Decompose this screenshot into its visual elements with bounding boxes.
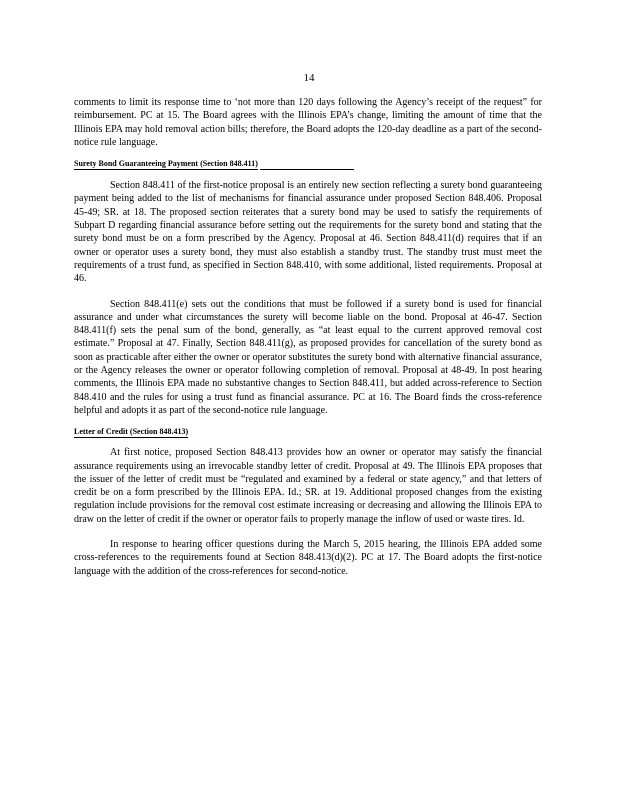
- page-number: 14: [303, 72, 315, 84]
- section-heading-surety-bond: [74, 158, 542, 170]
- heading-text: Letter of Credit (Section 848.413): [74, 427, 189, 437]
- paragraph-surety-bond-conditions: Section 848.411(e) sets out the conditions that must be followed if a surety bond is used for financial assurance and under what circumstances the surety will become liable on the bond. Proposal at 46-47. Section 848.411(f) sets the penal sum of the bond, generally, as “at least equal to the current approved removal cost estimate.” Proposal at 47. Finally, Section 848.411(g), as proposed provides for cancellation of the surety bond as soon as practicable after either the owner or operator substitutes the surety bond with alternative financial assurance, or the Agency releases the owner or operator following completion of removal. Proposal at 48-49. In post hearing comments, the Illinois EPA made no substantive changes to Section 848.411, but added across-reference to Section 848.410 and the rules for using a trust fund as financial assurance. PC at 16. The Board finds the cross-reference helpful and adopts it as part of the second-notice rule language.: [74, 298, 542, 416]
- heading-underline: [260, 160, 354, 170]
- paragraph-letter-of-credit-intro: At first notice, proposed Section 848.413 provides how an owner or operator may satisfy the financial assurance requirements using an irrevocable standby letter of credit. Proposal at 49. The Illinois EPA proposes that the issuer of the letter of credit must be “regulated and examined by a federal or state agency,” and that letters of credit be on a form prescribed by the Illinois EPA. Id.; SR. at 19. Additional proposed changes from the existing regulation include provisions for the removal cost estimate increasing or decreasing and allowing the Illinois EPA to draw on the letter of credit if the owner or operator fails to properly manage the inflow of used or waste tires. Id.: [74, 447, 542, 525]
- section-heading-letter-of-credit: [74, 426, 542, 437]
- paragraph-reimbursement-deadline: comments to limit its response time to ‘not more than 120 days following the Agency’s receipt of the request” for reimbursement. PC at 15. The Board agrees with the Illinois EPA’s change, limiting the amount of time that the Illinois EPA may hold removal action bills; therefore, the Board adopts the 120-day deadline as a part of the second-notice rule language.: [74, 97, 542, 148]
- paragraph-letter-of-credit-response: In response to hearing officer questions during the March 5, 2015 hearing, the Illinois EPA added some cross-references to the requirements found at Section 848.413(d)(2). PC at 17. The Board adopts the first-notice language with the addition of the cross-references for second-notice.: [74, 539, 542, 577]
- paragraph-surety-bond-intro: Section 848.411 of the first-notice proposal is an entirely new section reflecting a surety bond guaranteeing payment being added to the list of mechanisms for financial assurance under proposed Section 848.406. Proposal 45-49; SR. at 18. The proposed section reiterates that a surety bond may be used to satisfy the requirements of Subpart D regarding financial assurance before setting out the requirements for the surety bond and stating that the surety bond must be on a form prescribed by the Agency. Proposal at 46. Section 848.411(d) requires that if an owner or operator uses a surety bond, they must also establish a standby trust. The standby trust must meet the requirements of a trust fund, as specified in Section 848.410, with some additional, listed requirements. Proposal at 46.: [74, 180, 542, 285]
- heading-text: Surety Bond Guaranteeing Payment (Section 848.411): [74, 159, 258, 169]
- document-body: [74, 96, 542, 578]
